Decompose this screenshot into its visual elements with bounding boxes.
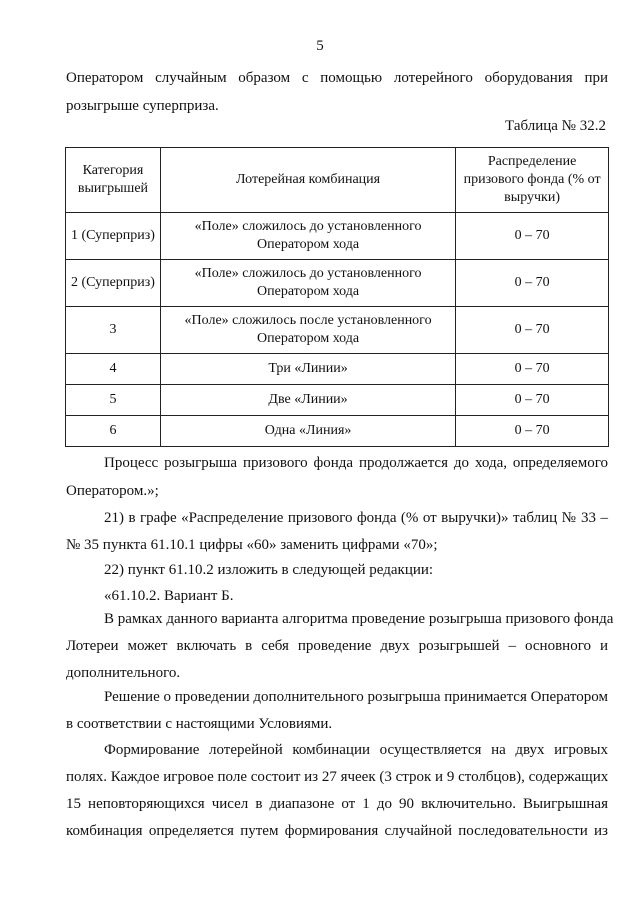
cell-distribution: 0 – 70 — [456, 260, 609, 307]
cell-distribution: 0 – 70 — [456, 213, 609, 260]
cell-category: 2 (Суперприз) — [66, 260, 161, 307]
para-6-line-1: Решение о проведении дополнительного розыгрыша принимается Оператором — [104, 689, 608, 705]
cell-category: 6 — [66, 416, 161, 447]
page-number: 5 — [316, 38, 324, 54]
cell-category: 3 — [66, 307, 161, 354]
para-6-line-2: в соответствии с настоящими Условиями. — [66, 716, 333, 732]
para-1-line-2: Оператором.»; — [66, 483, 159, 499]
header-distribution: Распределение призового фонда (% от выручки) — [456, 148, 609, 213]
para-3: 22) пункт 61.10.2 изложить в следующей редакции: — [104, 562, 434, 578]
cell-combination: «Поле» сложилось после установленного Оператором хода — [160, 307, 455, 354]
cell-category: 1 (Суперприз) — [66, 213, 161, 260]
cell-category: 5 — [66, 385, 161, 416]
table-row — [66, 307, 609, 354]
header-combination: Лотерейная комбинация — [160, 148, 455, 213]
table-row — [66, 213, 609, 260]
para-5-line-3: дополнительного. — [66, 665, 181, 681]
table-row — [66, 416, 609, 447]
cell-combination: «Поле» сложилось до установленного Оператором хода — [160, 260, 455, 307]
para-1-line-1: Процесс розыгрыша призового фонда продолжается до хода, определяемого — [104, 455, 608, 471]
intro-line-1: Оператором случайным образом с помощью лотерейного оборудования при — [66, 70, 608, 86]
cell-distribution: 0 – 70 — [456, 416, 609, 447]
cell-distribution: 0 – 70 — [456, 307, 609, 354]
para-4: «61.10.2. Вариант Б. — [104, 588, 234, 604]
table-header-row — [66, 148, 609, 213]
cell-category: 4 — [66, 354, 161, 385]
cell-distribution: 0 – 70 — [456, 354, 609, 385]
cell-combination: «Поле» сложилось до установленного Оператором хода — [160, 213, 455, 260]
para-2-line-1: 21) в графе «Распределение призового фонда (% от выручки)» таблиц № 33 – — [104, 510, 608, 526]
para-2-line-2: № 35 пункта 61.10.1 цифры «60» заменить цифрами «70»; — [66, 537, 438, 553]
header-category: Категория выигрышей — [66, 148, 161, 213]
para-7-line-4: комбинация определяется путем формирования случайной последовательности из — [66, 823, 608, 839]
cell-combination: Одна «Линия» — [160, 416, 455, 447]
para-7-line-2: полях. Каждое игровое поле состоит из 27 ячеек (3 строк и 9 столбцов), содержащих — [66, 769, 609, 785]
para-7-line-1: Формирование лотерейной комбинации осуществляется на двух игровых — [104, 742, 608, 758]
table-row — [66, 385, 609, 416]
cell-distribution: 0 – 70 — [456, 385, 609, 416]
table-row — [66, 354, 609, 385]
para-5-line-2: Лотереи может включать в себя проведение двух розыгрышей – основного и — [66, 638, 608, 654]
para-5-line-1: В рамках данного варианта алгоритма проведение розыгрыша призового фонда — [104, 611, 614, 627]
table-row — [66, 260, 609, 307]
cell-combination: Три «Линии» — [160, 354, 455, 385]
intro-line-2: розыгрыше суперприза. — [66, 98, 219, 114]
para-7-line-3: 15 неповторяющихся чисел в диапазоне от 1 до 90 включительно. Выигрышная — [66, 796, 608, 812]
cell-combination: Две «Линии» — [160, 385, 455, 416]
table-caption: Таблица № 32.2 — [505, 118, 606, 134]
prize-table — [65, 147, 609, 447]
